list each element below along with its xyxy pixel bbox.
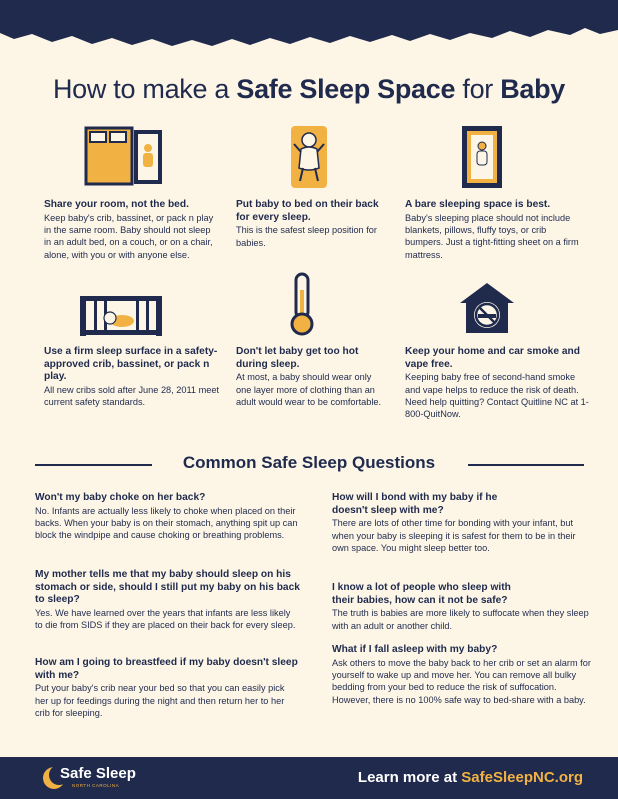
faq-item	[332, 582, 594, 632]
baby-on-back-icon	[291, 126, 327, 188]
tip-back-to-sleep	[236, 199, 386, 249]
faq-question: How will I bond with my baby if he doesn't sleep with me?	[332, 492, 498, 516]
bed-and-crib-icon	[84, 126, 166, 188]
faq-answer: There are lots of other time for bonding with your infant, but when your baby is sleeping it is safest for them to be in their own space. You might sleep better too.	[332, 518, 576, 553]
brand-subtitle: NORTH CAROLINA	[72, 783, 120, 788]
learn-more: Learn more at SafeSleepNC.org	[357, 769, 583, 786]
footer	[0, 757, 618, 799]
tip-too-hot	[236, 346, 386, 408]
tip-heading: A bare sleeping space is best.	[405, 199, 551, 210]
tip-smoke-free	[405, 346, 591, 421]
tip-firm-surface	[44, 346, 220, 409]
brand-name: Safe Sleep	[60, 765, 136, 782]
faq-question: My mother tells me that my baby should sleep on his stomach or side, should I still put my baby on his back to sleep?	[35, 569, 300, 606]
tip-heading: Use a firm sleep surface in a safety-approved crib, bassinet, or pack n play.	[44, 346, 218, 383]
faq-item	[332, 492, 594, 554]
faq-item	[332, 644, 594, 706]
tip-body: At most, a baby should wear only one layer more of clothing than an adult would wear to be comfortable.	[236, 372, 382, 407]
tip-heading: Put baby to bed on their back for every sleep.	[236, 199, 379, 223]
tip-heading: Keep your home and car smoke and vape free.	[405, 346, 580, 370]
crib-rails-icon	[80, 296, 162, 336]
top-banner	[0, 0, 618, 48]
page-title: How to make a Safe Sleep Space for Baby	[52, 74, 566, 104]
section-header	[0, 452, 618, 478]
faq-answer: Ask others to move the baby back to her crib or set an alarm for yourself to wake up and move her. You can remove all bulky bedding from your bed to reduce the risk of suffocation. However, there is no 100% safe way to bed-share with a baby.	[332, 657, 591, 705]
tip-heading: Don't let baby get too hot during sleep.	[236, 346, 359, 370]
thermometer-icon	[290, 272, 314, 336]
tip-body: Baby's sleeping place should not include blankets, pillows, fluffy toys, or crib bumpers. Just a tight-fitting sheet on a firm mattress.	[405, 212, 579, 260]
tip-body: All new cribs sold after June 28, 2011 meet current safety standards.	[44, 384, 219, 408]
faq-answer: No. Infants are actually less likely to choke when placed on their backs. When your baby is on their stomach, anything spit up can block the windpipe and cause choking or breathing problems.	[35, 505, 298, 541]
tip-body: Keeping baby free of second-hand smoke and vape helps to reduce the risk of death. Need help quitting? Contact Quitline NC at 1-800-QuitNow.	[405, 372, 589, 420]
faq-question: What if I fall asleep with my baby?	[332, 644, 498, 655]
no-smoking-house-icon	[458, 281, 516, 335]
faq-answer: Put your baby's crib near your bed so that you can easily pick her up for feedings during the night and then return her to her crib for sleeping.	[35, 683, 285, 718]
faq-item	[35, 569, 300, 632]
section-title: Common Safe Sleep Questions	[182, 453, 436, 472]
faq-question: Won't my baby choke on her back?	[35, 492, 206, 503]
faq-question: I know a lot of people who sleep with their babies, how can it not be safe?	[332, 582, 511, 606]
tip-heading: Share your room, not the bed.	[44, 199, 189, 210]
bare-crib-icon	[462, 126, 502, 188]
tip-bare-space	[405, 199, 587, 261]
faq-item	[35, 657, 300, 719]
faq-answer: Yes. We have learned over the years that infants are less likely to die from SIDS if they are placed on their back for every sleep.	[35, 607, 296, 631]
tip-body: This is the safest sleep position for babies.	[236, 225, 377, 248]
website-link[interactable]: SafeSleepNC.org	[461, 769, 583, 786]
tip-body: Keep baby's crib, bassinet, or pack n play in the same room. Baby should not sleep in an adult bed, on a couch, or on a chair, alone, with you or with anyone else.	[44, 212, 214, 260]
faq-answer: The truth is babies are more likely to suffocate when they sleep with an adult or another child.	[332, 608, 589, 631]
tip-share-room	[44, 199, 216, 261]
faq-item	[35, 492, 300, 542]
faq-question: How am I going to breastfeed if my baby doesn't sleep with me?	[35, 657, 298, 681]
